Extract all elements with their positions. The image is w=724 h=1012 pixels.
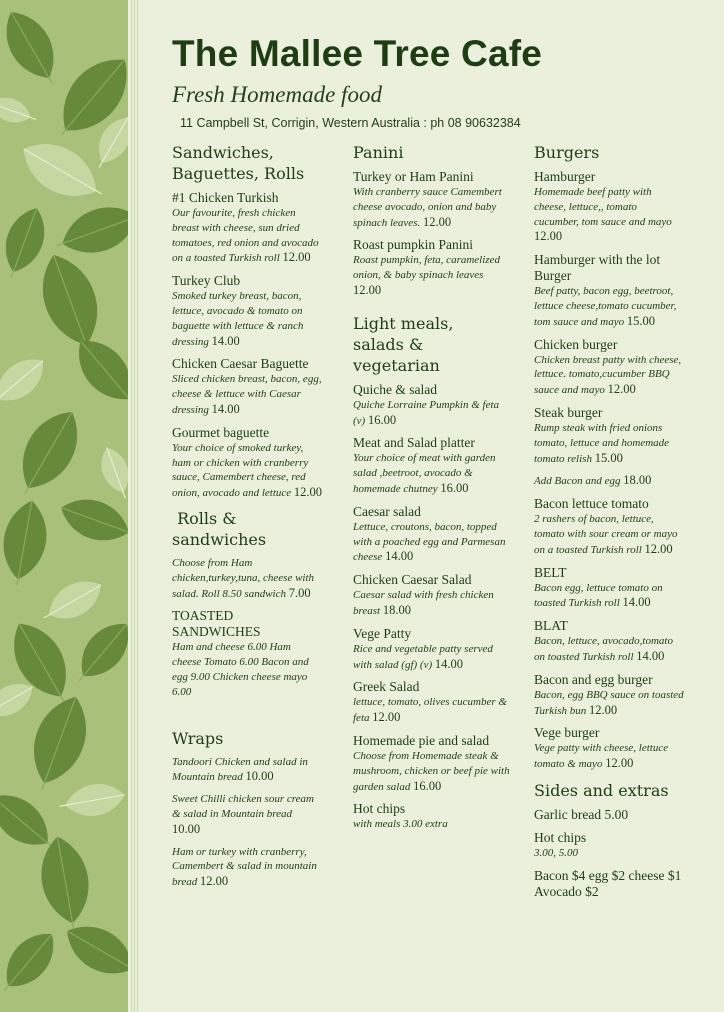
leaf-sidebar <box>0 0 128 1012</box>
menu-item-description <box>534 688 684 719</box>
menu-section <box>353 313 511 832</box>
menu-item-name: Meat and Salad platter <box>353 435 475 451</box>
menu-item-description <box>353 695 511 726</box>
menu-item-description-text: Smoked turkey breast, bacon, lettuce, avocado & tomato on baguette with lettuce & ranch dressing <box>172 290 304 348</box>
menu-item-description <box>534 741 684 772</box>
menu-item-name: Bacon and egg burger <box>534 671 653 687</box>
divider-line <box>137 0 138 1012</box>
menu-item-name: Turkey Club <box>172 273 241 289</box>
menu-item-description-text: 3.00, 5.00 <box>534 846 578 859</box>
menu-item-description-text: Beef patty, bacon egg, beetroot, lettuce cheese,tomato cucumber, tom sauce and mayo <box>534 285 677 328</box>
menu-item-description <box>353 398 511 429</box>
menu-item-description <box>534 185 684 245</box>
menu-item-name: Homemade pie and salad <box>353 732 490 748</box>
section-heading <box>353 142 511 163</box>
menu-item-price: 12.00 <box>422 214 452 229</box>
menu-section <box>534 142 684 772</box>
menu-item-description-text: Add Bacon and egg <box>534 475 621 488</box>
menu-item-price: 12.00 <box>644 541 673 556</box>
menu-item-description <box>534 353 684 398</box>
leaf-icon <box>57 914 128 990</box>
section-heading-line: Burgers <box>534 143 600 162</box>
section-heading <box>172 142 322 184</box>
menu-item-description-text: Sliced chicken breast, bacon, egg, cheese & lettuce with Caesar dressing <box>172 373 322 416</box>
menu-item-name: Turkey or Ham Panini <box>353 169 474 184</box>
menu-section <box>353 142 511 299</box>
menu-item <box>172 190 322 266</box>
menu-item <box>172 755 322 786</box>
menu-item-description <box>534 634 684 665</box>
menu-section <box>172 508 322 601</box>
menu-item-price: 14.00 <box>211 401 240 416</box>
section-heading <box>172 728 322 749</box>
menu-item-name: Hot chips <box>353 801 406 817</box>
menu-item-description-text: 2 rashers of bacon, lettuce, tomato with sour cream or mayo on a toasted Turkish roll <box>534 513 678 556</box>
menu-item-name: #1 Chicken Turkish <box>172 190 279 205</box>
menu-item-name: Hamburger with the lot Burger <box>534 252 661 284</box>
menu-item-price: 18.00 <box>382 602 411 617</box>
menu-item-description-text: Our favourite, fresh chicken breast with cheese, sun dried tomatoes, red onion and avocado on a toasted Turkish roll <box>172 207 319 265</box>
menu-item-description-text: Your choice of meat with garden salad ,beetroot, avocado & homemade chutney <box>353 452 496 495</box>
menu-item-price: 10.00 <box>245 769 274 784</box>
menu-item-price: 7.00 <box>288 585 311 600</box>
menu-item-description-text: lettuce, tomato, olives cucumber & feta <box>353 696 507 725</box>
leaf-icon <box>35 833 97 934</box>
menu-item <box>172 792 322 837</box>
menu-item <box>353 801 511 832</box>
menu-item-description <box>172 441 322 501</box>
menu-item-description <box>353 451 511 496</box>
leaf-icon <box>57 779 127 821</box>
menu-item <box>534 405 684 466</box>
menu-item-description <box>172 755 322 786</box>
menu-item-description-text: Sweet Chilli chicken sour cream & salad in Mountain bread <box>172 793 314 820</box>
menu-item-description <box>534 512 684 557</box>
menu-item-price: 12.00 <box>293 485 323 500</box>
leaf-icon <box>50 197 128 266</box>
menu-item-name: TOASTED SANDWICHES <box>172 608 261 640</box>
leaf-icon <box>0 922 66 1002</box>
menu-item-description <box>172 640 322 699</box>
menu-item-price: 12.00 <box>589 702 618 717</box>
menu-column-3 <box>534 142 684 907</box>
leaf-icon <box>55 490 128 552</box>
menu-item-description-text: Rice and vegetable patty served with salad (gf) (v) <box>353 642 493 671</box>
menu-section <box>172 728 322 890</box>
menu-section <box>172 608 322 699</box>
menu-item <box>534 473 684 489</box>
menu-item-name: Bacon $4 egg $2 cheese $1 Avocado $2 <box>534 867 682 899</box>
menu-item-name: Chicken burger <box>534 336 618 352</box>
menu-item <box>534 830 684 861</box>
menu-item-description-text: Ham or turkey with cranberry, Camembert & salad in mountain bread <box>172 845 317 889</box>
section-heading <box>534 142 684 163</box>
menu-item-price: 16.00 <box>367 412 397 427</box>
menu-item <box>172 556 322 601</box>
menu-item-name: BLAT <box>534 618 568 634</box>
menu-item-name: Hot chips <box>534 829 587 845</box>
menu-item-description <box>353 642 511 673</box>
menu-item <box>534 868 684 900</box>
menu-section <box>534 780 684 900</box>
leaf-icon <box>36 571 109 631</box>
menu-item-description-text: Tandoori Chicken and salad in Mountain bread <box>172 755 308 784</box>
menu-item <box>353 435 511 496</box>
menu-item-price: 15.00 <box>626 313 655 328</box>
leaf-icon <box>95 443 128 502</box>
leaf-icon <box>0 92 40 131</box>
menu-item-description-text: Your choice of smoked turkey, ham or chicken with cranberry sauce, Camembert cheese, red onion, avocado and lettuce <box>172 441 309 500</box>
cafe-subtitle: Fresh Homemade food <box>172 82 382 107</box>
menu-item-description <box>172 792 322 837</box>
menu-item <box>353 679 511 726</box>
menu-item-description-text: Caesar salad with fresh chicken breast <box>353 589 494 617</box>
menu-item-price: 12.00 <box>282 250 311 265</box>
menu-item-name: Vege Patty <box>353 625 412 641</box>
section-heading-line: Wraps <box>172 728 224 748</box>
menu-item <box>534 672 684 719</box>
menu-item-name: Roast pumpkin Panini <box>353 237 474 253</box>
menu-item-description <box>534 581 684 612</box>
menu-item-description-text: Quiche Lorraine Pumpkin & feta (v) <box>353 398 500 427</box>
menu-item-description <box>172 372 322 417</box>
menu-item-price: 10.00 <box>172 821 201 836</box>
section-heading-line: Light meals, <box>353 313 454 333</box>
menu-section <box>172 142 322 501</box>
menu-item-description-text: Chicken breast patty with cheese, lettuce. tomato,cucumber BBQ sauce and mayo <box>534 353 682 397</box>
menu-item <box>172 356 322 417</box>
menu-item-price: 12.00 <box>353 282 382 297</box>
menu-item <box>534 807 684 823</box>
menu-item-description-text: Choose from Homemade steak & mushroom, chicken or beef pie with garden salad <box>353 749 510 793</box>
menu-item <box>534 565 684 612</box>
menu-item-name: Garlic bread 5.00 <box>534 806 629 822</box>
leaf-icon <box>0 497 53 589</box>
menu-item <box>534 618 684 665</box>
divider-line <box>134 0 135 1012</box>
menu-item-description <box>353 520 511 565</box>
section-heading-line: Sandwiches, <box>172 143 274 162</box>
menu-item-name: Chicken Caesar Baguette <box>172 356 309 372</box>
menu-item-price: 16.00 <box>413 778 442 793</box>
leaf-icon <box>65 328 128 416</box>
section-heading-line: Baguettes, Rolls <box>172 164 305 183</box>
menu-item-price: 12.00 <box>372 710 401 725</box>
leaf-icon <box>0 2 69 93</box>
menu-item <box>534 725 684 772</box>
menu-item <box>534 496 684 557</box>
menu-item-description-text: with meals 3.00 extra <box>353 818 448 831</box>
menu-item <box>353 237 511 298</box>
menu-item-description-text: Ham and cheese 6.00 Ham cheese Tomato 6.00 Bacon and egg 9.00 Chicken cheese mayo 6.00 <box>172 641 309 698</box>
menu-item-name: Vege burger <box>534 725 600 741</box>
menu-item-description-text: Homemade beef patty with cheese, lettuce,, tomato cucumber, tom sauce and mayo <box>534 186 672 228</box>
menu-item-price: 12.00 <box>534 229 563 244</box>
menu-header <box>172 30 712 130</box>
section-heading-line: vegetarian <box>353 355 440 375</box>
menu-item <box>534 252 684 329</box>
menu-item <box>353 733 511 794</box>
divider-line <box>131 0 132 1012</box>
section-heading-line: salads & <box>353 334 424 354</box>
menu-item-name: Hamburger <box>534 169 596 184</box>
menu-item <box>353 169 511 230</box>
menu-item-description <box>534 473 684 489</box>
leaf-icon <box>0 349 53 416</box>
leaf-pattern-icon <box>0 0 128 1012</box>
menu-item-description-text: Roast pumpkin, feta, caramelized onion, & baby spinach leaves <box>353 254 500 282</box>
menu-item-description-text: Choose from Ham chicken,turkey,tuna, cheese with salad. Roll 8.50 sandwich <box>172 556 315 600</box>
menu-item-description <box>172 206 322 266</box>
menu-item <box>353 504 511 565</box>
menu-item-description <box>353 749 511 794</box>
leaf-icon <box>13 130 113 213</box>
menu-item <box>353 572 511 619</box>
menu-item-price: 12.00 <box>607 382 636 397</box>
menu-column-2 <box>353 142 511 839</box>
menu-item-description-text: Bacon, lettuce, avocado,tomato on toasted Turkish roll <box>534 635 673 663</box>
menu-item-price: 14.00 <box>622 595 651 610</box>
menu-item-price: 12.00 <box>200 874 229 889</box>
section-heading <box>172 508 322 550</box>
menu-item-price: 14.00 <box>434 656 464 671</box>
leaf-icon <box>66 612 128 692</box>
menu-item <box>353 626 511 673</box>
menu-item-description <box>534 284 684 329</box>
menu-item-name: BELT <box>534 564 567 580</box>
menu-item-price: 12.00 <box>605 756 634 771</box>
menu-item-price: 14.00 <box>385 549 414 564</box>
menu-item <box>172 273 322 349</box>
menu-item <box>172 845 322 890</box>
leaf-icon <box>5 400 92 505</box>
menu-item-description-text: Bacon egg, lettuce tomato on toasted Turkish roll <box>534 581 663 610</box>
menu-item-price: 18.00 <box>623 473 652 488</box>
menu-item-name: Chicken Caesar Salad <box>353 572 472 588</box>
menu-item <box>534 337 684 398</box>
menu-item-name: Quiche & salad <box>353 381 437 397</box>
menu-item-name: Steak burger <box>534 404 603 420</box>
cafe-address: 11 Campbell St, Corrigin, Western Australia : ph 08 90632384 <box>180 116 521 130</box>
menu-item-description <box>353 588 511 619</box>
menu-item-description <box>172 289 322 349</box>
cafe-title: The Mallee Tree Cafe <box>172 33 543 74</box>
menu-item-name: Gourmet baguette <box>172 424 270 440</box>
menu-item-name: Greek Salad <box>353 679 420 695</box>
leaf-icon <box>20 689 99 798</box>
menu-item-description-text: Vege patty with cheese, lettuce tomato & mayo <box>534 742 669 771</box>
menu-item <box>534 169 684 245</box>
menu-item-description-text: Rump steak with fried onions tomato, lettuce and homemade tomato relish <box>534 421 670 465</box>
menu-item <box>172 425 322 501</box>
menu-column-1 <box>172 142 322 897</box>
menu-item-description <box>534 846 684 861</box>
leaf-icon <box>30 246 112 359</box>
section-heading-line: Sides and extras <box>534 780 669 800</box>
section-heading-line: Rolls & <box>172 508 237 528</box>
menu-item <box>353 382 511 429</box>
section-heading <box>534 780 684 801</box>
menu-item-price: 16.00 <box>440 480 469 495</box>
menu-item-description <box>353 185 511 230</box>
menu-item-description-text: With cranberry sauce Camembert cheese avocado, onion and baby spinach leaves. <box>353 186 502 229</box>
menu-item-name: Bacon lettuce tomato <box>534 496 649 512</box>
section-heading-line: sandwiches <box>172 529 267 549</box>
menu-item-description <box>172 845 322 890</box>
menu-item-price: 14.00 <box>636 648 665 663</box>
menu-item-price: 14.00 <box>211 333 240 348</box>
menu-item-price: 15.00 <box>594 450 623 465</box>
menu-item-description-text: Bacon, egg BBQ sauce on toasted Turkish bun <box>534 688 684 717</box>
leaf-icon <box>0 202 53 284</box>
menu-item-description <box>353 253 511 298</box>
section-heading-line: Panini <box>353 143 404 162</box>
section-heading <box>353 313 511 376</box>
menu-item-description <box>353 817 511 832</box>
menu-item <box>172 608 322 699</box>
menu-item-description <box>172 556 322 601</box>
menu-item-description <box>534 421 684 466</box>
menu-item-description-text: Lettuce, croutons, bacon, topped with a poached egg and Parmesan cheese <box>353 520 506 564</box>
menu-item-name: Caesar salad <box>353 503 421 519</box>
